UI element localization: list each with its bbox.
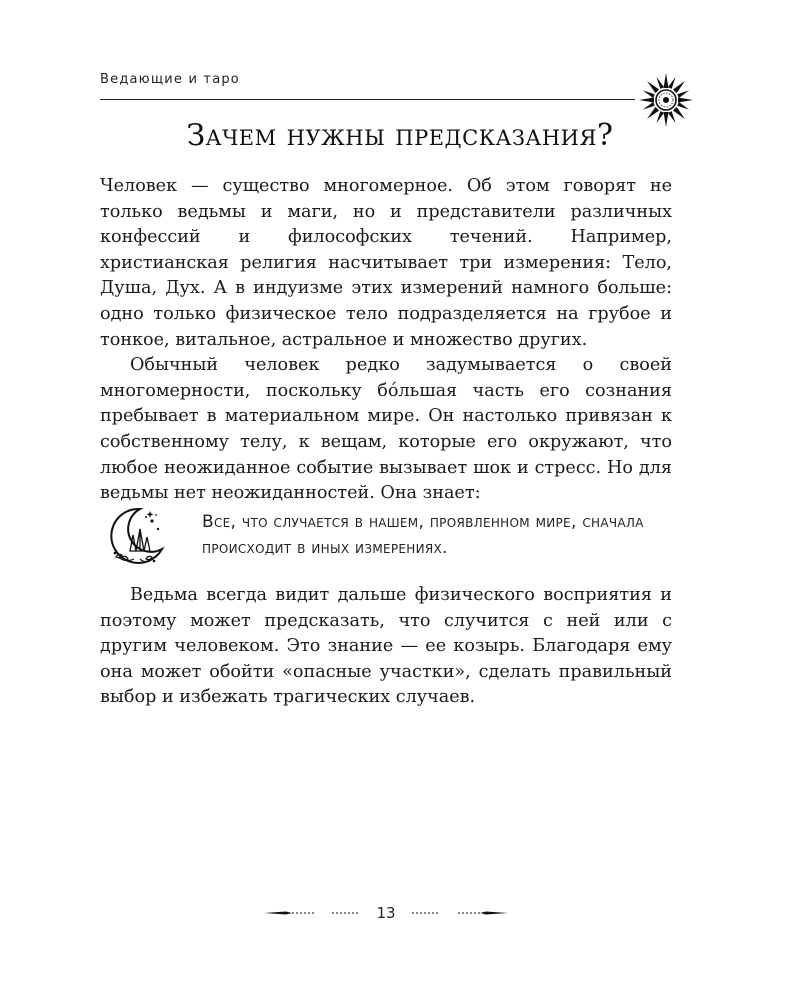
quote-block (100, 501, 680, 571)
quote-text: Все, что случается в нашем, проявленном мире, сначала происходит в иных измерениях. (202, 512, 644, 558)
crescent-divider-icon (262, 901, 362, 925)
body-text (100, 174, 672, 507)
page-footer (0, 893, 800, 933)
paragraph: Человек — существо многомерное. Об этом говорят не только ведьмы и маги, но и представители различных конфессий и философских течений. Например, христианская религия насчитывает три измерения: Тело, Душа, Дух. А в индуизме этих измерений намного больше: одно только физическое тело подразделяется на грубое и тонкое, витальное, астральное и множество других. (100, 176, 672, 350)
paragraph: Ведьма всегда видит дальше физического восприятия и поэтому может предсказать, что случится с ней или с другим человеком. Это знание — ее козырь. Благодаря ему она может обойти «опасные участки», сделать правильный выбор и избежать трагических случаев. (100, 585, 672, 708)
page-title: Зачем нужны предсказания? (186, 118, 614, 153)
running-head: Ведающие и таро (100, 72, 240, 87)
crescent-moon-crystals-icon (100, 501, 172, 573)
crescent-divider-icon (410, 901, 510, 925)
page-number: 13 (376, 904, 396, 922)
paragraph: Обычный человек редко задумывается о своей многомерности, поскольку бо́льшая часть его сознания пребывает в материальном мире. Он настолько привязан к собственному телу, к вещам, которые его окружают, что любое неожиданное событие вызывает шок и стресс. Но для ведьмы нет неожиданностей. Она знает: (100, 355, 672, 504)
body-text-continued (100, 583, 672, 711)
header-rule (100, 99, 635, 100)
